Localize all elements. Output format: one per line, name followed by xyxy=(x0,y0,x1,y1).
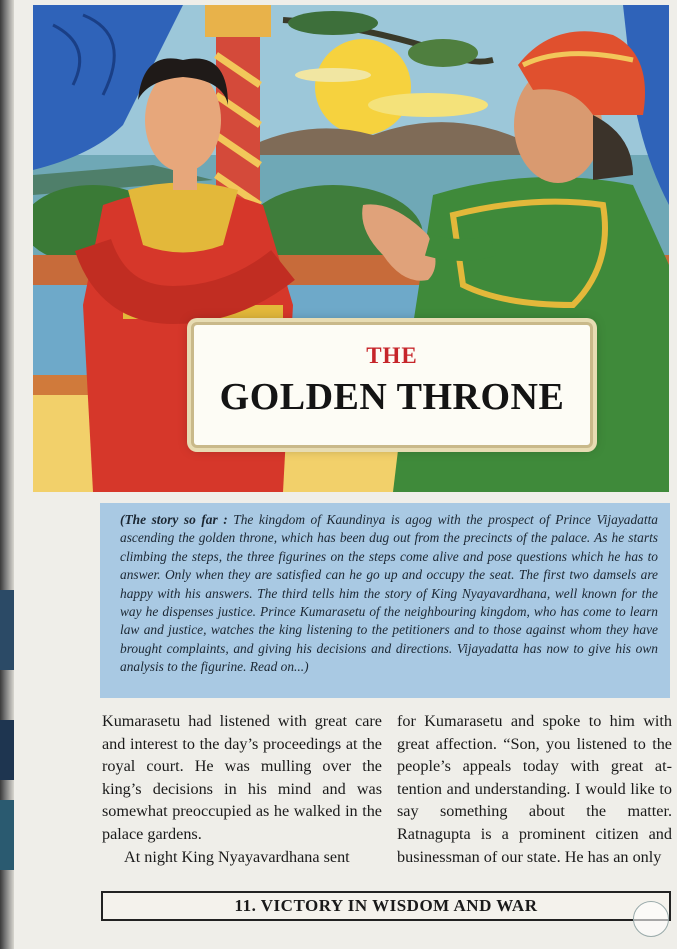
story-paragraph: Kumarasetu had listened with great care and interest to the day’s proceedings at the royal court. He was mulling over the king’s decisions in his mind and was somewhat preoccupied as he walked in the palace gardens. xyxy=(102,712,382,843)
story-so-far-summary xyxy=(100,503,670,698)
story-paragraph: At night King Nyayavardhana sent xyxy=(124,847,350,866)
summary-label: (The story so far : xyxy=(120,512,228,527)
spine-decoration xyxy=(0,720,14,780)
book-spine-edge xyxy=(0,0,14,949)
spine-decoration xyxy=(0,590,14,670)
title-prefix: THE xyxy=(366,343,418,368)
spine-decoration xyxy=(0,800,14,870)
chapter-footer: 11. VICTORY IN WISDOM AND WAR xyxy=(101,891,671,921)
story-title-box xyxy=(191,322,593,448)
story-title: GOLDEN THRONE xyxy=(219,376,565,418)
library-stamp-icon xyxy=(633,901,669,937)
story-column-right xyxy=(397,710,672,868)
story-paragraph: for Kumarasetu and spoke to him with great affection. “Son, you listened to the people’s appeals today with great at-tention and understanding. I would like to say something about the matter. Ratnagupta is a prominent citizen and businessman of our state. He has an only xyxy=(397,712,672,866)
summary-text: The kingdom of Kaundinya is agog with the prospect of Prince Vijayadatta ascending the golden throne, which has been dug out from the precincts of the palace. As he starts climbing the steps, the three figurines on the steps come alive and pose questions which he has to answer. Only when they are satisfied can he go up and occupy the seat. The first two damsels are happy with his answers. The third tells him the story of King Nyayavardhana, well known for the way he dispenses justice. Prince Kumarasetu of the neighbouring kingdom, who has come to learn law and justice, watches the king listening to the petitioners and to those against whom they have brought complaints, and giving his decisions and directions. Vijayadatta has now to give his own analysis to the figurine. Read on...) xyxy=(120,512,658,675)
story-illustration xyxy=(33,5,669,492)
story-column-left xyxy=(102,710,382,868)
